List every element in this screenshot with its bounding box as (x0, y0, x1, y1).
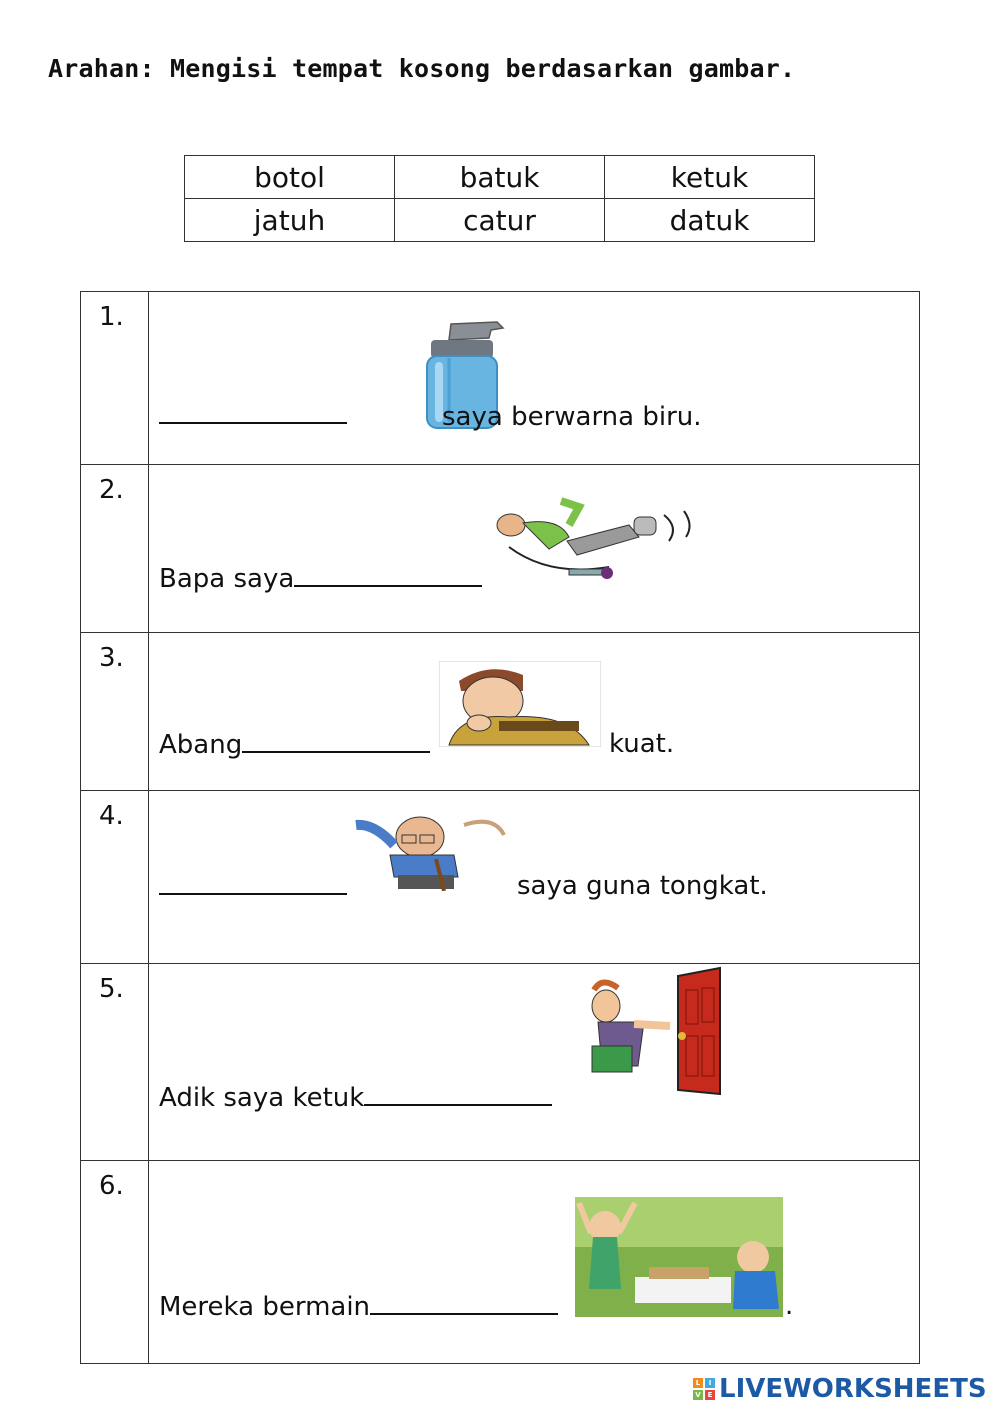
answer-blank[interactable] (364, 1082, 552, 1106)
question-number: 4. (99, 801, 124, 831)
brand-name: LIVEWORKSHEETS (719, 1374, 987, 1404)
question-row (81, 465, 920, 633)
grandfather-image (354, 815, 508, 891)
question-number: 6. (99, 1171, 124, 1201)
word-bank-cell: catur (395, 199, 605, 242)
question-row (81, 1161, 920, 1364)
question-row (81, 964, 920, 1161)
answer-blank[interactable] (242, 729, 430, 753)
question-text: Abang (159, 730, 243, 760)
answer-blank[interactable] (159, 871, 347, 895)
question-number: 2. (99, 475, 124, 505)
logo-icon: L I V E (693, 1378, 715, 1400)
question-number: 1. (99, 302, 124, 332)
answer-blank[interactable] (159, 400, 347, 424)
question-number: 3. (99, 643, 124, 673)
logo-letter: L (693, 1378, 703, 1388)
word-bank-cell: datuk (605, 199, 815, 242)
knocking-door-image (574, 966, 726, 1098)
question-text: saya guna tongkat. (517, 871, 768, 901)
question-text: Mereka bermain (159, 1292, 371, 1322)
question-row (81, 791, 920, 964)
word-bank-table (184, 155, 815, 242)
word-bank-row (185, 156, 815, 199)
word-bank-cell: botol (185, 156, 395, 199)
answer-blank[interactable] (370, 1291, 558, 1315)
question-number: 5. (99, 974, 124, 1004)
questions-table (80, 291, 920, 1364)
question-text: Bapa saya (159, 564, 295, 594)
coughing-man-image (439, 661, 601, 747)
falling-man-image (489, 497, 699, 585)
question-text: saya berwarna biru. (442, 402, 702, 432)
question-row (81, 633, 920, 791)
word-bank-row (185, 199, 815, 242)
question-text: kuat. (609, 729, 675, 759)
question-text: . (785, 1291, 794, 1321)
answer-blank[interactable] (294, 563, 482, 587)
question-row (81, 292, 920, 465)
children-chess-image (575, 1197, 783, 1317)
word-bank-cell: batuk (395, 156, 605, 199)
word-bank-cell: ketuk (605, 156, 815, 199)
liveworksheets-logo (693, 1374, 987, 1404)
word-bank-cell: jatuh (185, 199, 395, 242)
question-text: Adik saya ketuk (159, 1083, 365, 1113)
instruction-heading: Arahan: Mengisi tempat kosong berdasarkan gambar. (48, 54, 796, 83)
